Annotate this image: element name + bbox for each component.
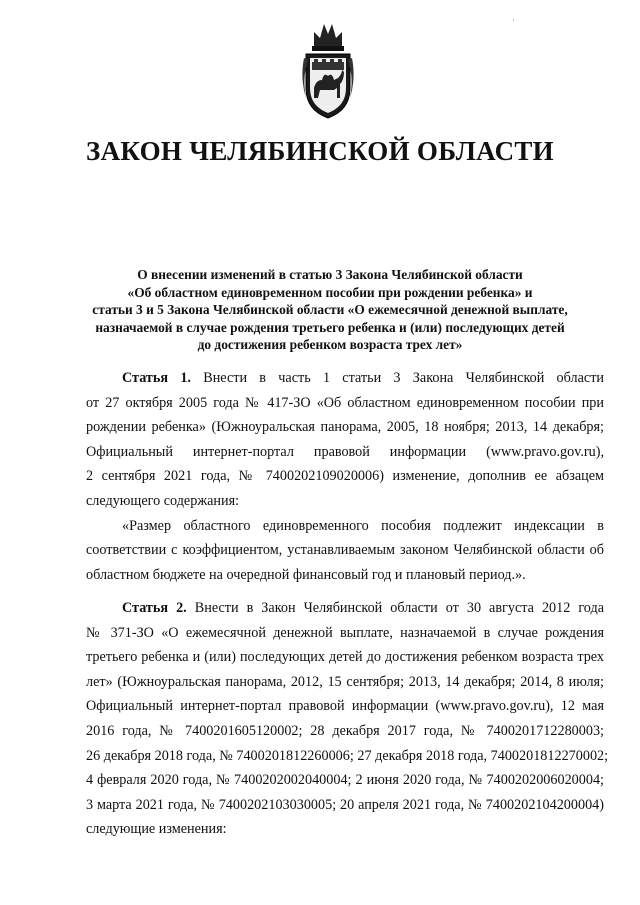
article-2-line: Официальный интернет-портал правовой информации (www.pravo.gov.ru), 12 мая xyxy=(86,698,604,715)
law-subtitle xyxy=(70,266,590,354)
article-1-quote-line: «Размер областного единовременного пособия подлежит индексации в xyxy=(122,517,604,534)
article-2-line: третьего ребенка и (или) последующих детей до достижения ребенком возраста трех xyxy=(86,649,604,666)
article-1-line: 2 сентября 2021 года, № 7400202109020006) изменение, дополнив ее абзацем xyxy=(86,468,604,485)
article-1-line: Официальный интернет-портал правовой информации (www.pravo.gov.ru), xyxy=(86,443,604,460)
subtitle-line: О внесении изменений в статью 3 Закона Челябинской области xyxy=(137,267,523,282)
article-2-line: лет» (Южноуральская панорама, 2012, 15 сентября; 2013, 14 декабря; 2014, 8 июля; xyxy=(86,673,604,690)
article-2-line: следующие изменения: xyxy=(86,821,227,838)
article-2-text: Внести в Закон Челябинской области от 30 августа 2012 года xyxy=(194,600,605,616)
article-1 xyxy=(86,366,604,587)
article-1-label: Статья 1. xyxy=(122,370,191,386)
subtitle-line: до достижения ребенком возраста трех лет» xyxy=(197,337,463,352)
article-1-first-line xyxy=(86,366,604,391)
article-1-quote-line: соответствии с коэффициентом, устанавливаемым законом Челябинской области об xyxy=(86,542,604,559)
article-1-line: рождении ребенка» (Южноуральская панорама, 2005, 18 ноября; 2013, 14 декабря; xyxy=(86,419,604,436)
article-1-line: от 27 октября 2005 года № 417-ЗО «Об областном единовременном пособии при xyxy=(86,394,604,411)
document-title: ЗАКОН ЧЕЛЯБИНСКОЙ ОБЛАСТИ xyxy=(86,136,554,166)
article-1-line: следующего содержания: xyxy=(86,492,240,509)
article-2-line: № 371-ЗО «О ежемесячной денежной выплате, назначаемой в случае рождения xyxy=(86,624,604,641)
article-2-first-line xyxy=(86,596,604,621)
article-2-line: 3 марта 2021 года, № 7400202103030005; 20 апреля 2021 года, № 7400202104200004) xyxy=(86,796,604,813)
article-2-line: 26 декабря 2018 года, № 7400201812260006; 27 декабря 2018 года, 7400201812270002; xyxy=(86,747,609,764)
coat-of-arms-emblem xyxy=(300,18,356,120)
article-2-line: 2016 года, № 7400201605120002; 28 декабря 2017 года, № 7400201712280003; xyxy=(86,722,604,739)
corner-mark: · xyxy=(512,16,515,25)
article-1-text: Внести в часть 1 статьи 3 Закона Челябинской области xyxy=(203,370,604,386)
article-1-quote-line: областном бюджете на очередной финансовый год и плановый период.». xyxy=(86,566,526,583)
subtitle-line: статьи 3 и 5 Закона Челябинской области «О ежемесячной денежной выплате, xyxy=(92,302,568,317)
article-2 xyxy=(86,596,609,842)
article-2-line: 4 февраля 2020 года, № 7400202002040004; 2 июня 2020 года, № 7400202006020004; xyxy=(86,772,604,789)
subtitle-line: «Об областном единовременном пособии при рождении ребенка» и xyxy=(127,284,533,300)
article-2-label: Статья 2. xyxy=(122,600,187,616)
subtitle-line: назначаемой в случае рождения третьего ребенка и (или) последующих детей xyxy=(95,319,565,335)
